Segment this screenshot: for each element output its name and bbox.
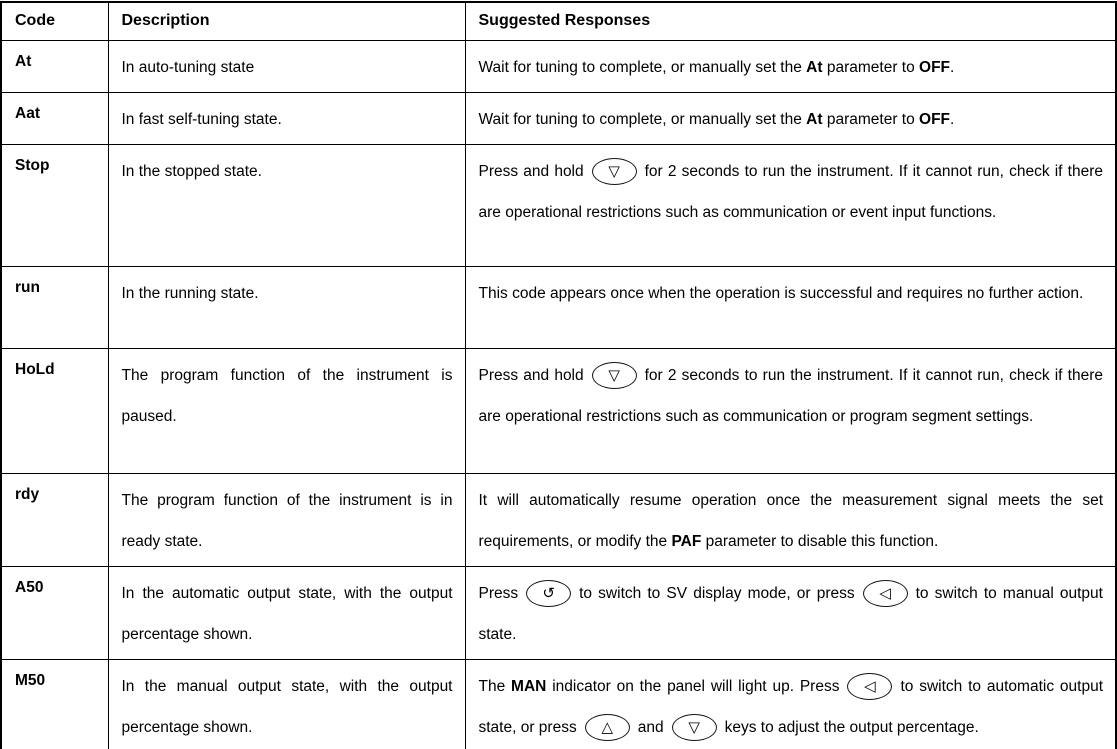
table-row: [1, 266, 1116, 348]
description-cell: The program function of the instrument is paused.: [108, 348, 465, 473]
table-row: [1, 659, 1116, 749]
code-cell: A50: [1, 566, 108, 659]
table-header: [1, 2, 1116, 40]
table-row: [1, 144, 1116, 266]
header-description: Description: [108, 2, 465, 40]
code-cell: run: [1, 266, 108, 348]
table-row: [1, 566, 1116, 659]
bold-term: At: [806, 58, 823, 76]
down-key-icon: ▽: [672, 714, 717, 741]
up-key-icon: △: [585, 714, 630, 741]
response-cell: Press ↺ to switch to SV display mode, or press ◁ to switch to manual output state.: [465, 566, 1116, 659]
response-cell: Wait for tuning to complete, or manually set the At parameter to OFF.: [465, 40, 1116, 92]
description-cell: In the stopped state.: [108, 144, 465, 266]
bold-term: PAF: [671, 532, 702, 550]
table-row: [1, 92, 1116, 144]
code-cell: Aat: [1, 92, 108, 144]
response-cell: Press and hold ▽ for 2 seconds to run the instrument. If it cannot run, check if there are operational restrictions such as communication or program segment settings.: [465, 348, 1116, 473]
description-cell: In fast self-tuning state.: [108, 92, 465, 144]
status-code-table: [0, 1, 1117, 749]
description-cell: In the running state.: [108, 266, 465, 348]
header-code: Code: [1, 2, 108, 40]
code-cell: At: [1, 40, 108, 92]
code-cell: M50: [1, 659, 108, 749]
response-cell: This code appears once when the operation is successful and requires no further action.: [465, 266, 1116, 348]
description-cell: In the automatic output state, with the output percentage shown.: [108, 566, 465, 659]
bold-term: OFF: [919, 110, 951, 128]
down-key-icon: ▽: [592, 362, 637, 389]
table-row: [1, 40, 1116, 92]
description-cell: The program function of the instrument is in ready state.: [108, 473, 465, 566]
description-cell: In the manual output state, with the output percentage shown.: [108, 659, 465, 749]
loop-key-icon: ↺: [526, 580, 571, 607]
table-body: [1, 40, 1116, 749]
response-cell: Press and hold ▽ for 2 seconds to run the instrument. If it cannot run, check if there are operational restrictions such as communication or event input functions.: [465, 144, 1116, 266]
bold-term: At: [806, 110, 823, 128]
description-cell: In auto-tuning state: [108, 40, 465, 92]
left-key-icon: ◁: [863, 580, 908, 607]
code-cell: Stop: [1, 144, 108, 266]
response-cell: The MAN indicator on the panel will light up. Press ◁ to switch to automatic output state, or press △ and ▽ keys to adjust the output percentage.: [465, 659, 1116, 749]
code-cell: HoLd: [1, 348, 108, 473]
down-key-icon: ▽: [592, 158, 637, 185]
bold-term: OFF: [919, 58, 951, 76]
header-row: [1, 2, 1116, 40]
code-cell: rdy: [1, 473, 108, 566]
response-cell: Wait for tuning to complete, or manually set the At parameter to OFF.: [465, 92, 1116, 144]
table-row: [1, 348, 1116, 473]
bold-term: MAN: [511, 677, 547, 695]
table-row: [1, 473, 1116, 566]
header-suggested-responses: Suggested Responses: [465, 2, 1116, 40]
response-cell: It will automatically resume operation once the measurement signal meets the set requirements, or modify the PAF parameter to disable this function.: [465, 473, 1116, 566]
left-key-icon: ◁: [847, 673, 892, 700]
